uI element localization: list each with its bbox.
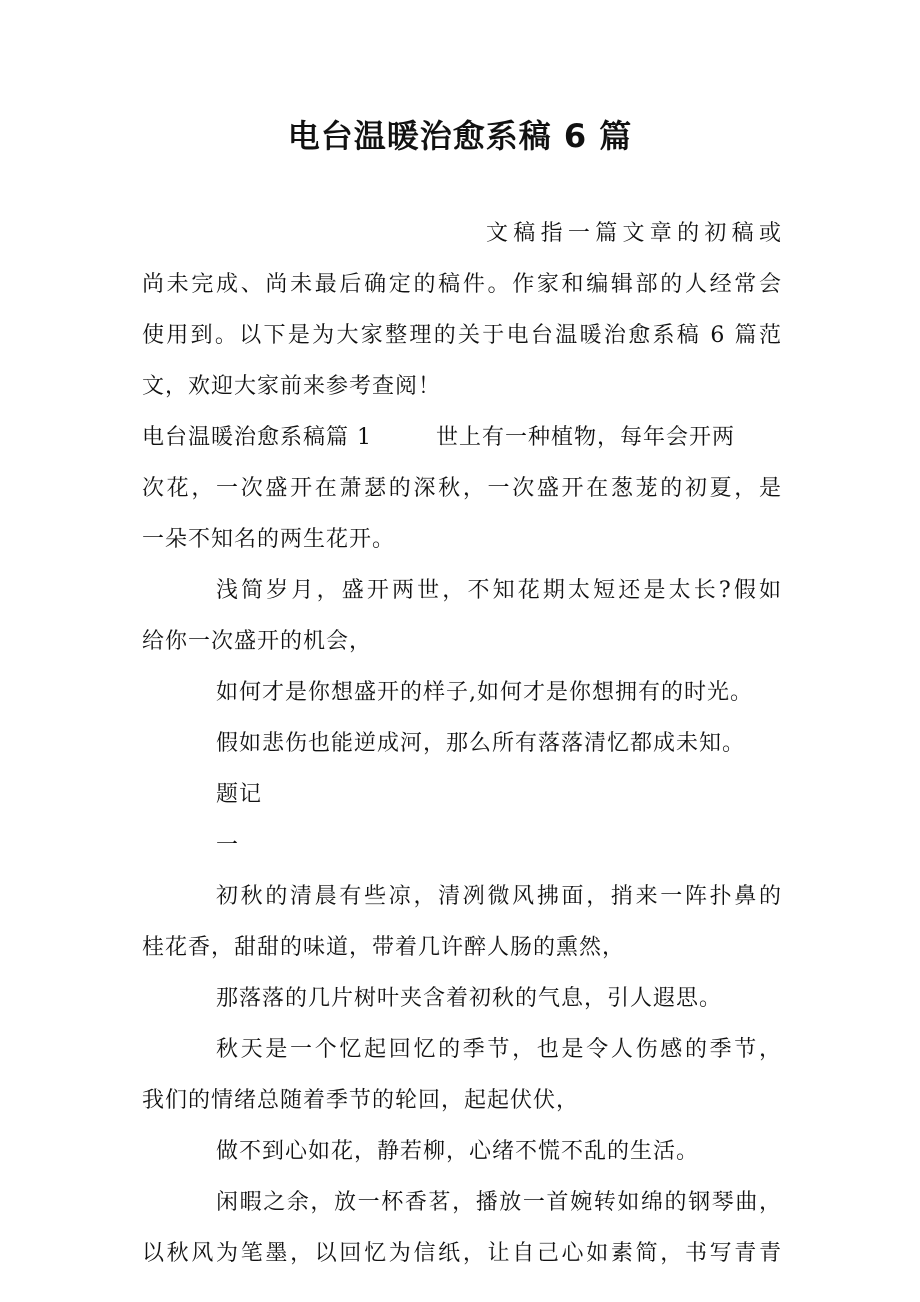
intro-line: 使用到。以下是为大家整理的关于电台温暖治愈系稿 6 篇范: [142, 323, 782, 348]
paragraph-line: 给你一次盛开的机会，: [142, 629, 373, 654]
paragraph-line: 浅简岁月，盛开两世，不知花期太短还是太长?假如: [216, 578, 782, 603]
paragraph-text: 世上有一种植物，每年会开两: [436, 425, 736, 450]
paragraph-line: 一朵不知名的两生花开。: [142, 527, 396, 552]
intro-line: 尚未完成、尚未最后确定的稿件。作家和编辑部的人经常会: [142, 272, 782, 297]
document-title: 电台温暖治愈系稿 6 篇: [287, 117, 633, 155]
paragraph-line: 我们的情绪总随着季节的轮回，起起伏伏，: [142, 1088, 580, 1113]
paragraph-line: 桂花香，甜甜的味道，带着几许醉人肠的熏然，: [142, 935, 626, 960]
paragraph-line: 如何才是你想盛开的样子,如何才是你想拥有的时光。: [216, 680, 753, 705]
intro-line: 文，欢迎大家前来参考查阅！: [142, 374, 442, 399]
paragraph-line: 那落落的几片树叶夹含着初秋的气息，引人遐思。: [216, 986, 723, 1011]
paragraph-line: 一: [216, 833, 240, 858]
section-heading: 电台温暖治愈系稿篇 1: [142, 425, 372, 450]
intro-line: 文稿指一篇文章的初稿或: [486, 221, 782, 246]
paragraph-line: 假如悲伤也能逆成河，那么所有落落清忆都成未知。: [216, 731, 746, 756]
paragraph-line: 以秋风为笔墨，以回忆为信纸，让自己心如素简，书写青青: [142, 1241, 782, 1266]
document-body: [142, 208, 782, 1279]
section-heading-line: [142, 412, 782, 463]
paragraph-line: 初秋的清晨有些凉，清冽微风拂面，捎来一阵扑鼻的: [216, 884, 782, 909]
paragraph-line: 次花，一次盛开在萧瑟的深秋，一次盛开在葱茏的初夏，是: [142, 476, 782, 501]
paragraph-line: 秋天是一个忆起回忆的季节，也是令人伤感的季节，: [216, 1037, 782, 1062]
paragraph-line: 做不到心如花，静若柳，心绪不慌不乱的生活。: [216, 1139, 700, 1164]
paragraph-line: 闲暇之余，放一杯香茗，播放一首婉转如绵的钢琴曲，: [216, 1190, 782, 1215]
paragraph-line: 题记: [216, 782, 263, 807]
